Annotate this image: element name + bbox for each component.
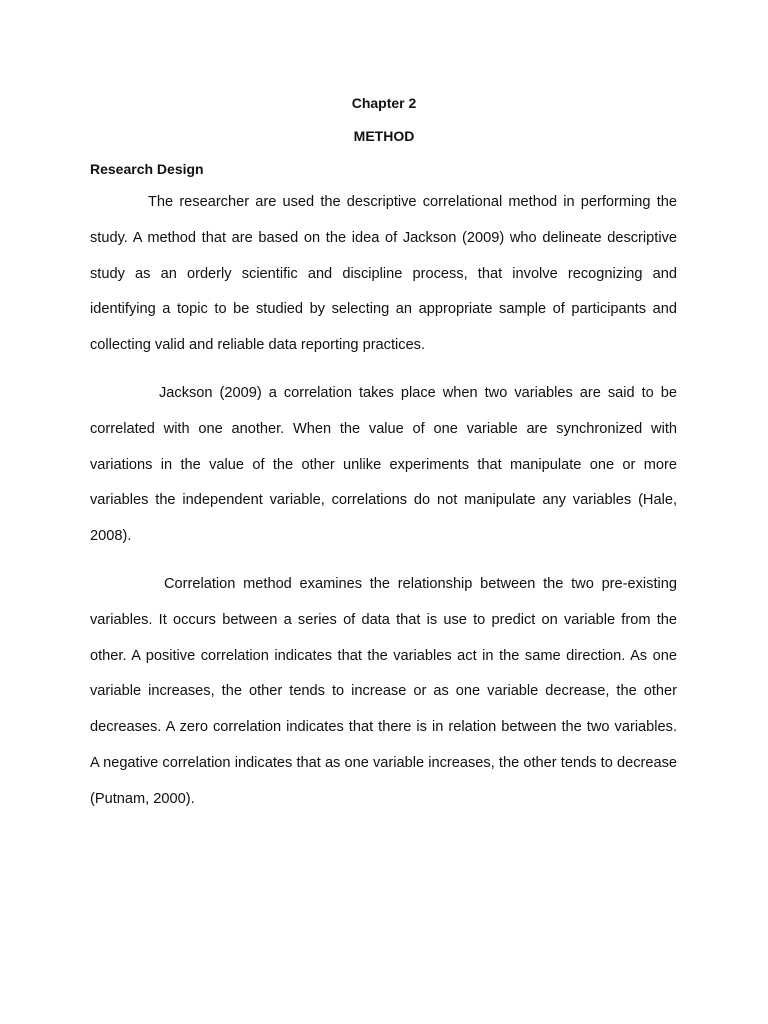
section-heading: Research Design bbox=[90, 161, 204, 177]
chapter-label: Chapter 2 bbox=[351, 95, 417, 111]
body-paragraph-2: Jackson (2009) a correlation takes place when two variables are said to be correlated with one another. When the value of one variable are synchronized with variations in the value of the other unlike experiments that manipulate one or more variables the independent variable, correlations do not manipulate any variables (Hale, 2008). bbox=[90, 385, 677, 545]
chapter-title: METHOD bbox=[353, 128, 415, 144]
body-paragraph-1: The researcher are used the descriptive correlational method in performing the study. A method that are based on the idea of Jackson (2009) who delineate descriptive study as an orderly scientific and discipline process, that involve recognizing and identifying a topic to be studied by selecting an appropriate sample of participants and collecting valid and reliable data reporting practices. bbox=[90, 194, 677, 354]
body-paragraph-3: Correlation method examines the relationship between the two pre-existing variables. It occurs between a series of data that is use to predict on variable from the other. A positive correlation indicates that the variables act in the same direction. As one variable increases, the other tends to increase or as one variable decrease, the other decreases. A zero correlation indicates that there is in relation between the two variables. A negative correlation indicates that as one variable increases, the other tends to decrease (Putnam, 2000). bbox=[90, 576, 677, 807]
